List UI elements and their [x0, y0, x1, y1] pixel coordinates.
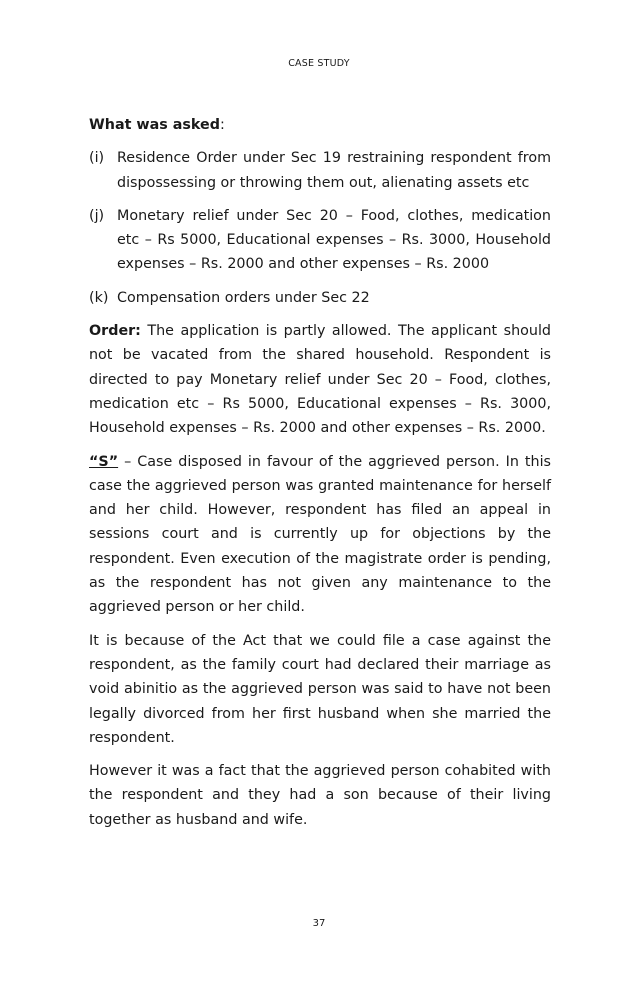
- page-body: [89, 113, 551, 841]
- page-number: 37: [312, 918, 326, 929]
- case-s-paragraph: [89, 450, 551, 620]
- act-paragraph: It is because of the Act that we could file a case against the respondent, as the family court had declared their marriage as void abinitio as the aggrieved person was said to have not been legally divorced from her first husband when she married the respondent.: [89, 632, 551, 746]
- list-item-number: (j): [89, 207, 105, 224]
- list-item: [89, 204, 551, 277]
- list-item-text: Monetary relief under Sec 20 – Food, clothes, medication etc – Rs 5000, Educational expenses – Rs. 3000, Household expenses – Rs. 2000 and other expenses – Rs. 2000: [117, 207, 551, 273]
- order-paragraph: [89, 319, 551, 440]
- list-item: [89, 146, 551, 195]
- section-heading-colon: :: [219, 117, 225, 133]
- cohabitation-paragraph: However it was a fact that the aggrieved person cohabited with the respondent and they had a son because of their living together as husband and wife.: [89, 763, 551, 828]
- list-item-text: Residence Order under Sec 19 restraining respondent from dispossessing or throwing them out, alienating assets etc: [117, 150, 551, 191]
- list-item: [89, 286, 551, 310]
- case-s-text: – Case disposed in favour of the aggrieved person. In this case the aggrieved person was granted maintenance for herself and her child. However, respondent has filed an appeal in sessions court and is currently up for objections by the respondent. Even execution of the magistrate order is pending, as the respondent has not given any maintenance to the aggrieved person or her child.: [89, 453, 551, 616]
- running-header: CASE STUDY: [288, 58, 350, 69]
- case-s-label: “S”: [89, 453, 119, 470]
- section-heading: [89, 113, 551, 137]
- list-item-number: (k): [89, 289, 109, 306]
- list-item-text: Compensation orders under Sec 22: [117, 289, 370, 306]
- order-text: The application is partly allowed. The applicant should not be vacated from the shared household. Respondent is directed to pay Monetary relief under Sec 20 – Food, clothes, medication etc – Rs 5000, Educational expenses – Rs. 3000, Household expenses – Rs. 2000 and other expenses – Rs. 2000.: [89, 323, 551, 437]
- list-item-number: (i): [89, 150, 105, 167]
- order-label: Order:: [89, 323, 141, 340]
- section-heading-text: What was asked: [89, 117, 220, 133]
